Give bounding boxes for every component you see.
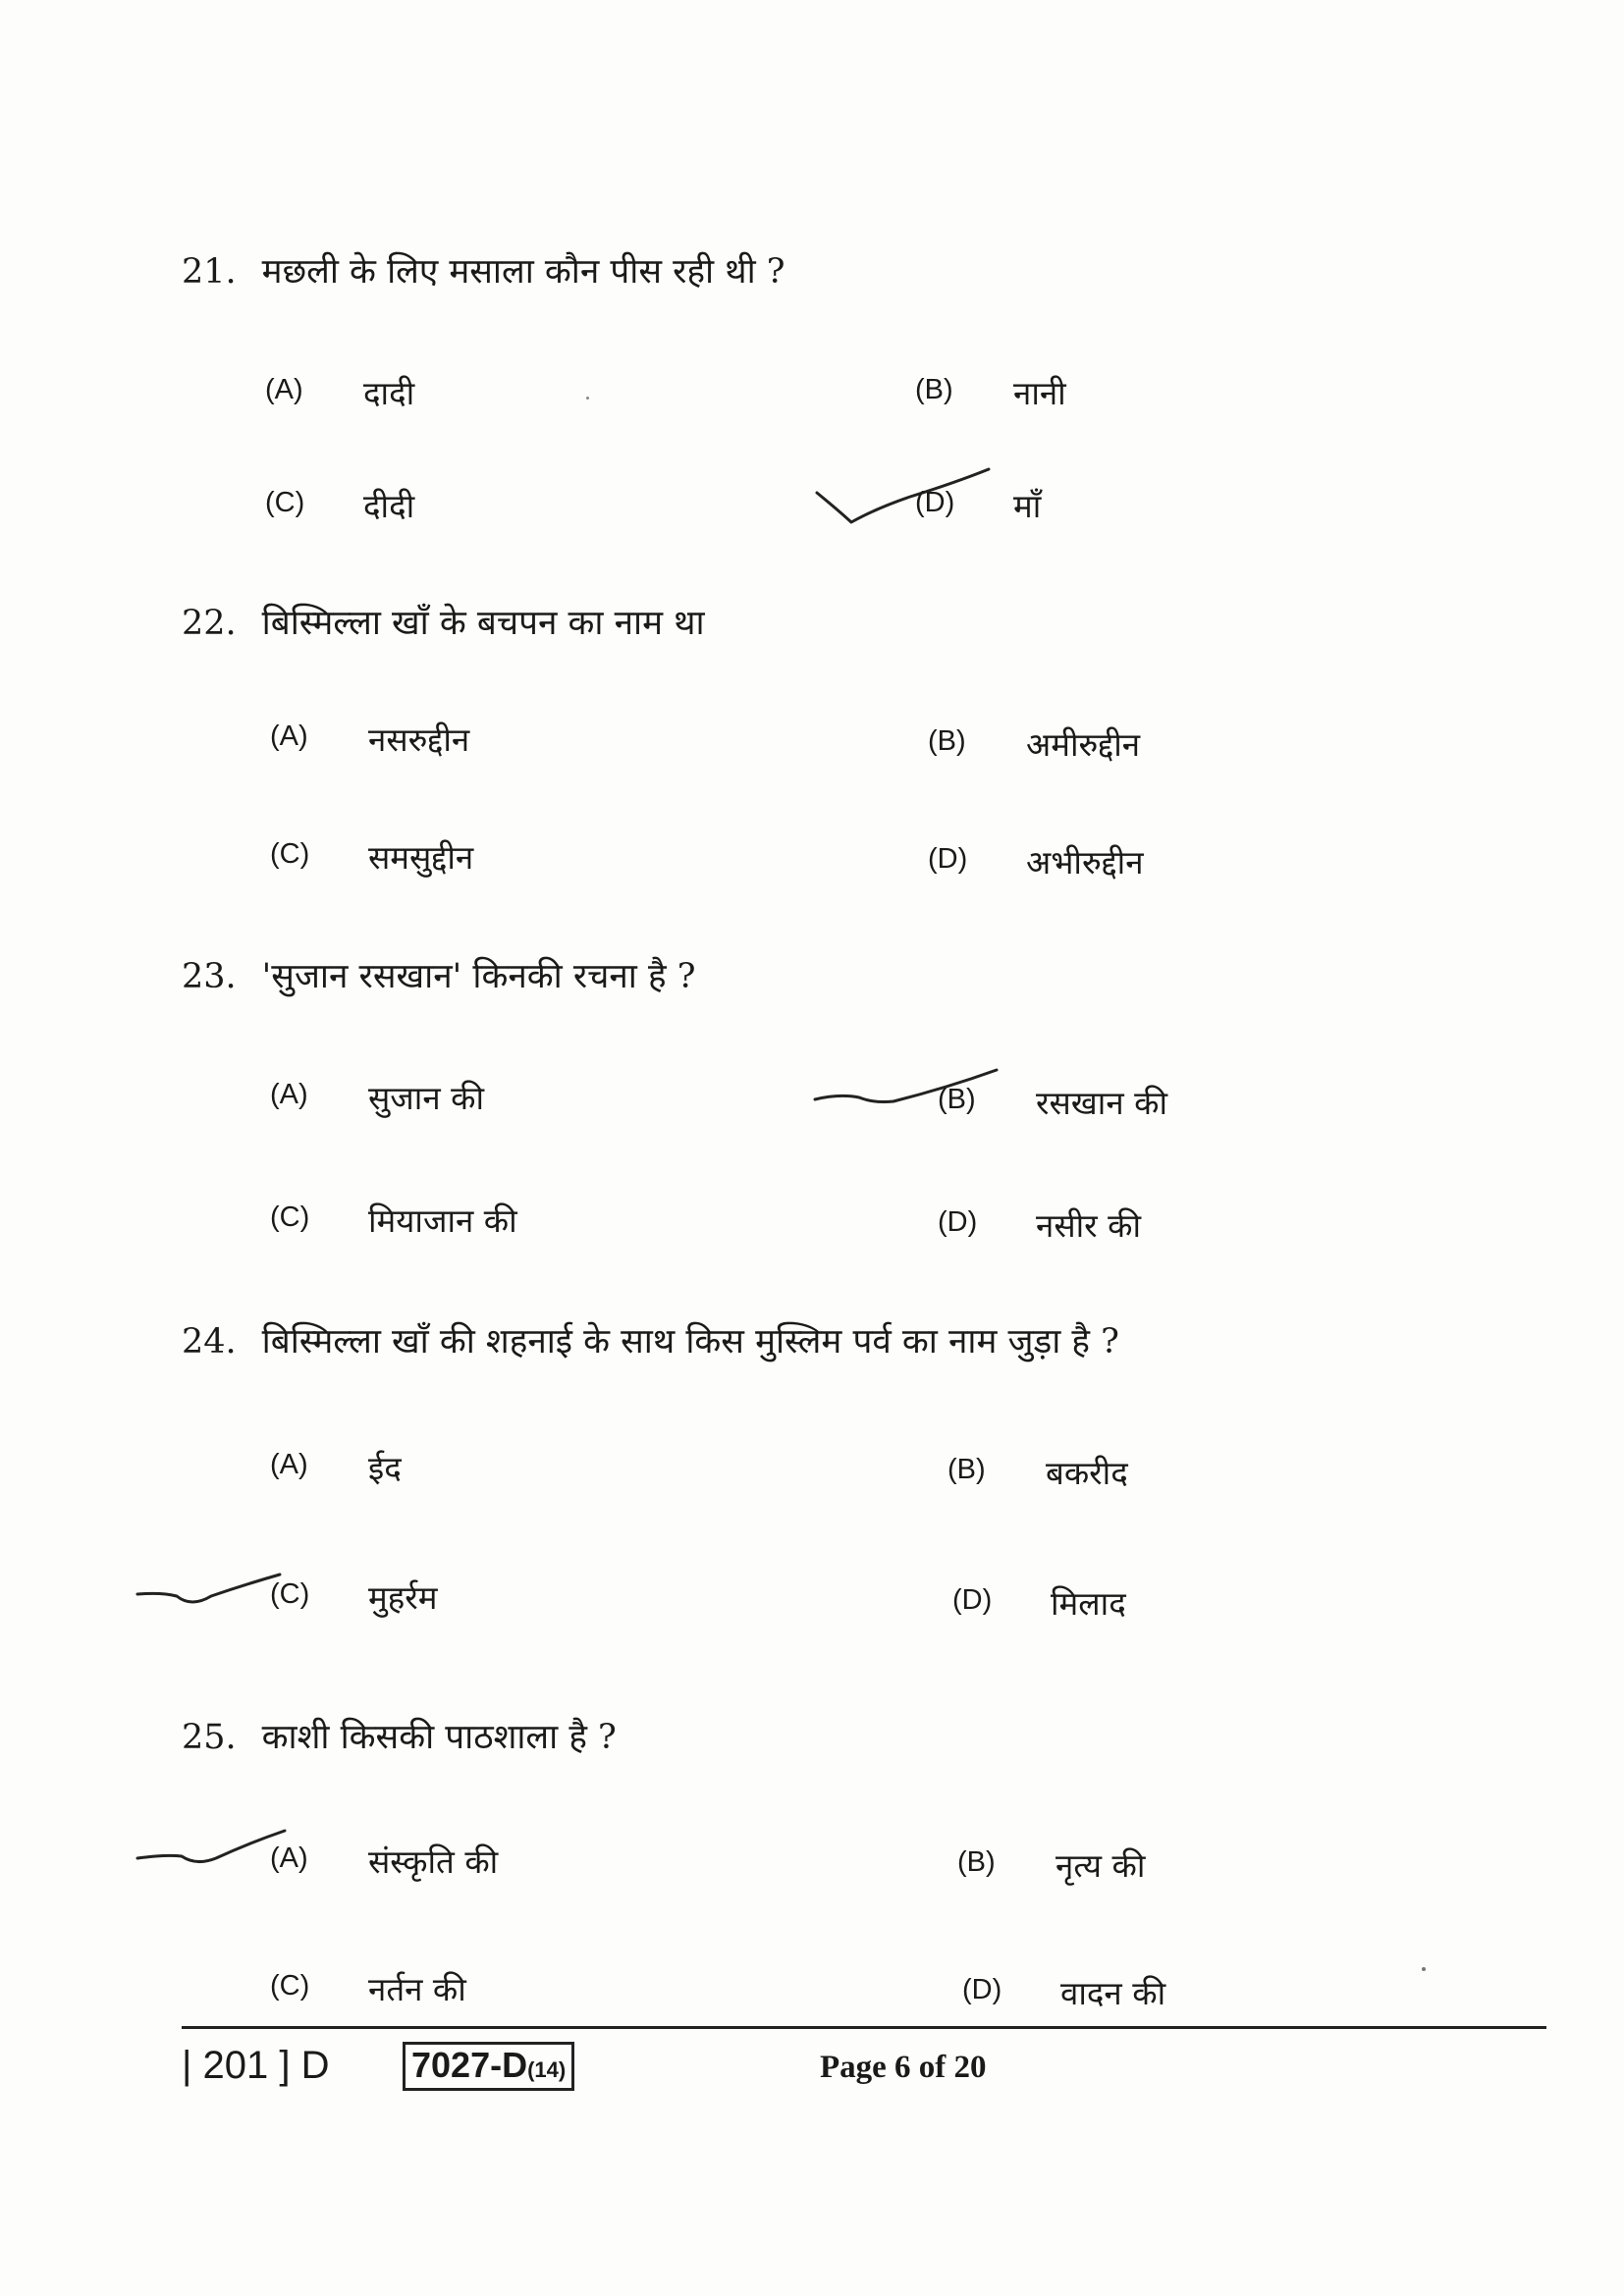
option-label: (A): [270, 1449, 308, 1480]
option-text: समसुद्दीन: [368, 838, 474, 877]
option-label: (A): [265, 374, 303, 405]
question-text: काशी किसकी पाठशाला है ?: [261, 1718, 617, 1757]
option-label: (A): [270, 1842, 308, 1874]
question-stem: [182, 247, 785, 294]
option-text: ईद: [368, 1449, 402, 1487]
option-text: दादी: [363, 374, 415, 412]
paper-code: | 201 ] D: [182, 2044, 330, 2087]
option-text: मुहर्रम: [368, 1578, 438, 1617]
question-24: [0, 1317, 1624, 1739]
question-23: [0, 952, 1624, 1374]
option-label: (B): [915, 374, 953, 405]
page-footer: [182, 2044, 1556, 2103]
question-text: मछली के लिए मसाला कौन पीस रही थी ?: [261, 252, 785, 292]
option-text: नसीर की: [1036, 1206, 1142, 1245]
question-text: बिस्मिल्ला खाँ के बचपन का नाम था: [261, 604, 705, 643]
option-label: (C): [270, 1970, 310, 2002]
option-label: (C): [265, 487, 305, 518]
option-label: (A): [270, 1079, 308, 1110]
option-text: बकरीद: [1046, 1454, 1128, 1492]
question-text: बिस्मिल्ला खाँ की शहनाई के साथ किस मुस्लिम पर्व का नाम जुड़ा है ?: [261, 1322, 1119, 1362]
option-text: अमीरुद्दीन: [1026, 725, 1141, 764]
question-stem: [182, 599, 705, 645]
question-number: 21.: [182, 252, 237, 292]
footer-divider: [182, 2026, 1546, 2029]
question-stem: [182, 1317, 1119, 1363]
question-number: 22.: [182, 604, 237, 643]
scan-speck: [586, 397, 589, 400]
option-label: (C): [270, 838, 310, 870]
question-number: 25.: [182, 1718, 237, 1757]
option-text: संस्कृति की: [368, 1842, 499, 1881]
option-label: (C): [270, 1578, 310, 1610]
option-label: (D): [952, 1584, 993, 1616]
option-text: नसरुद्दीन: [368, 721, 470, 759]
option-label: (B): [938, 1084, 976, 1115]
option-label: (A): [270, 721, 308, 752]
question-stem: [182, 1713, 617, 1759]
option-label: (D): [962, 1974, 1002, 2005]
option-text: मिलाद: [1051, 1584, 1126, 1623]
option-text: नर्तन की: [368, 1970, 466, 2008]
option-label: (B): [928, 725, 966, 757]
option-label: (D): [928, 843, 968, 875]
page-number: Page 6 of 20: [820, 2050, 987, 2085]
option-text: रसखान की: [1036, 1084, 1168, 1122]
option-text: सुजान की: [368, 1079, 485, 1117]
question-stem: [182, 952, 695, 998]
option-text: दीदी: [363, 487, 415, 525]
question-number: 23.: [182, 957, 237, 996]
option-label: (B): [957, 1846, 996, 1878]
booklet-code-sub: (14): [527, 2057, 567, 2082]
option-text: नृत्य की: [1056, 1846, 1146, 1885]
option-text: अभीरुद्दीन: [1026, 843, 1144, 881]
question-text: 'सुजान रसखान' किनकी रचना है ?: [261, 957, 696, 996]
question-number: 24.: [182, 1322, 237, 1362]
booklet-code: 7027-D: [411, 2045, 528, 2085]
option-label: (C): [270, 1201, 310, 1233]
option-label: (B): [947, 1454, 986, 1485]
option-text: नानी: [1013, 374, 1066, 412]
option-text: माँ: [1013, 487, 1042, 525]
option-label: (D): [938, 1206, 978, 1238]
option-text: वादन की: [1060, 1974, 1166, 2012]
scan-speck: [1422, 1967, 1426, 1971]
option-label: (D): [915, 487, 955, 518]
option-text: मियाजान की: [368, 1201, 517, 1240]
booklet-code-box: [403, 2042, 574, 2091]
